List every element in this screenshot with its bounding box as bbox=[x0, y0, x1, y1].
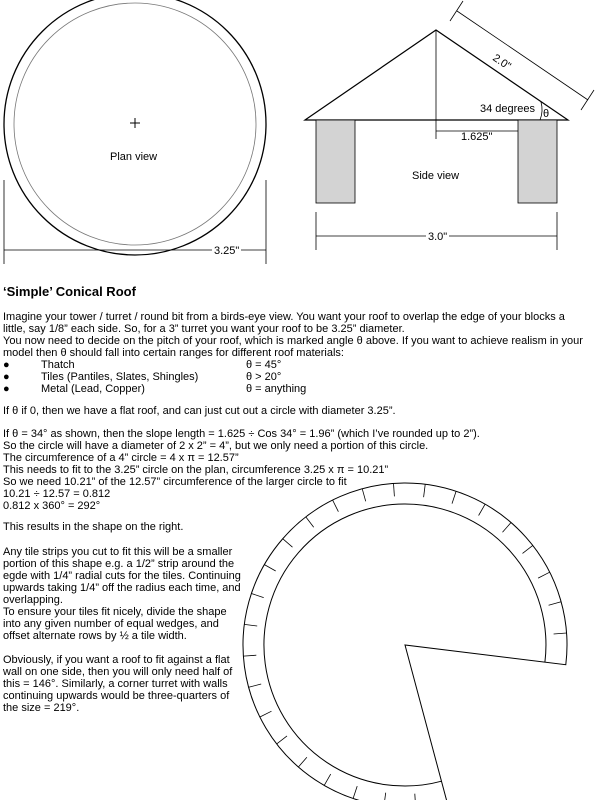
calc-line-2: So the circle will have a diameter of 2 x 2” = 4”, but we only need a portion of this circle. bbox=[3, 440, 429, 452]
side-view-diagram bbox=[305, 1, 594, 250]
tile-line-6: To ensure your tiles fit nicely, divide the shape bbox=[3, 606, 227, 618]
bullet: ● bbox=[3, 359, 10, 371]
tile-tick bbox=[353, 786, 357, 798]
cutout-outline bbox=[243, 483, 567, 800]
wall-line-3: this = 146°. Similarly, a corner turret with walls bbox=[3, 678, 228, 690]
tile-tick bbox=[424, 484, 426, 497]
tile-tick bbox=[260, 711, 272, 717]
right-wall-block bbox=[518, 120, 557, 203]
tile-line-4: upwards taking 1/4” off the radius each time, and bbox=[3, 582, 241, 594]
left-wall-block bbox=[316, 120, 355, 203]
tile-tick bbox=[324, 774, 331, 785]
wall-line-5: the size = 219°. bbox=[3, 702, 80, 714]
slope-dim-line bbox=[457, 11, 588, 100]
tile-tick bbox=[277, 736, 287, 744]
tile-line-7: into any given number of equal wedges, and bbox=[3, 618, 219, 630]
plan-dimension-label: 3.25" bbox=[214, 245, 240, 257]
roof-cutout-shape bbox=[243, 483, 567, 800]
tile-line-1: Any tile strips you cut to fit this will be a smaller bbox=[3, 546, 233, 558]
intro-line-2: little, say 1/8” each side. So, for a 3” turret you want your roof to be 3.25” diameter. bbox=[3, 323, 405, 335]
intro-line-3: You now need to decide on the pitch of your roof, which is marked angle θ above. If you want to achieve realism in your bbox=[3, 335, 583, 347]
calc-line-7: 0.812 x 360° = 292° bbox=[3, 500, 101, 512]
material-angle: θ = anything bbox=[246, 383, 307, 395]
calc-line-3: The circumference of a 4” circle = 4 x π = 12.57” bbox=[3, 452, 239, 464]
tile-tick bbox=[394, 483, 395, 496]
calc-line-1: If θ = 34° as shown, then the slope length = 1.625 ÷ Cos 34° = 1.96” (which I’ve rounded up to 2”). bbox=[3, 428, 480, 440]
wall-line-2: wall on one side, then you will only need half of bbox=[3, 666, 233, 678]
tile-tick bbox=[283, 539, 293, 548]
tile-tick bbox=[244, 624, 257, 626]
tile-line-3: egde with 1/4” radial cuts for the tiles. Continuing bbox=[3, 570, 241, 582]
plan-view-label: Plan view bbox=[110, 151, 158, 163]
calc-line-6: 10.21 ÷ 12.57 = 0.812 bbox=[3, 488, 111, 500]
material-angle: θ > 20° bbox=[246, 371, 282, 383]
tile-tick bbox=[384, 793, 386, 800]
intro-line-4: model then θ should fall into certain ranges for different roof materials: bbox=[3, 347, 344, 359]
tile-line-2: portion of this shape e.g. a 1/2” strip around the bbox=[3, 558, 235, 570]
material-name: Thatch bbox=[41, 359, 75, 371]
tile-tick bbox=[452, 491, 456, 503]
tile-tick bbox=[249, 684, 262, 687]
wall-line-1: Obviously, if you want a roof to fit against a flat bbox=[3, 654, 230, 666]
radial-tick-marks bbox=[243, 483, 566, 800]
flat-roof-line: If θ if 0, then we have a flat roof, and can just cut out a circle with diameter 3.25”. bbox=[3, 405, 396, 417]
tile-tick bbox=[362, 489, 366, 502]
tile-tick bbox=[243, 655, 256, 656]
intro-line-1: Imagine your tower / turret / round bit from a birds-eye view. You want your roof to overlap the edge of your blocks a bbox=[3, 311, 565, 323]
slope-ext-top bbox=[450, 1, 463, 21]
bullet: ● bbox=[3, 371, 10, 383]
section-title: ‘Simple’ Conical Roof bbox=[3, 284, 136, 299]
tile-tick bbox=[538, 572, 550, 578]
result-line: This results in the shape on the right. bbox=[3, 521, 184, 533]
half-width-label: 1.625" bbox=[461, 131, 493, 143]
material-name: Tiles (Pantiles, Slates, Shingles) bbox=[41, 371, 199, 383]
tile-tick bbox=[333, 500, 339, 512]
tile-tick bbox=[479, 504, 486, 515]
material-name: Metal (Lead, Copper) bbox=[41, 383, 145, 395]
tile-tick bbox=[503, 523, 512, 533]
calc-line-4: This needs to fit to the 3.25” circle on the plan, circumference 3.25 x π = 10.21” bbox=[3, 464, 389, 476]
tile-tick bbox=[415, 794, 416, 800]
tile-tick bbox=[298, 757, 307, 767]
slope-dimension-label: 2.0" bbox=[490, 52, 513, 73]
tile-tick bbox=[554, 633, 567, 634]
angle-arc bbox=[540, 102, 542, 120]
tile-tick bbox=[549, 602, 562, 606]
theta-symbol: θ bbox=[543, 108, 550, 120]
side-view-label: Side view bbox=[412, 170, 460, 182]
bullet: ● bbox=[3, 383, 10, 395]
tile-line-8: offset alternate rows by ½ a tile width. bbox=[3, 630, 187, 642]
tile-tick bbox=[523, 545, 533, 553]
plan-view-diagram bbox=[4, 0, 266, 264]
material-angle: θ = 45° bbox=[246, 359, 282, 371]
width-dimension-label: 3.0" bbox=[428, 231, 448, 243]
calc-line-5: So we need 10.21” of the 12.57” circumference of the larger circle to fit bbox=[3, 476, 347, 488]
tile-line-5: overlapping. bbox=[3, 594, 63, 606]
tile-tick bbox=[306, 517, 314, 527]
wall-line-4: continuing upwards would be three-quarters of bbox=[3, 690, 230, 702]
tile-tick bbox=[264, 565, 275, 571]
tile-tick bbox=[251, 594, 263, 598]
angle-label: 34 degrees bbox=[480, 103, 536, 115]
